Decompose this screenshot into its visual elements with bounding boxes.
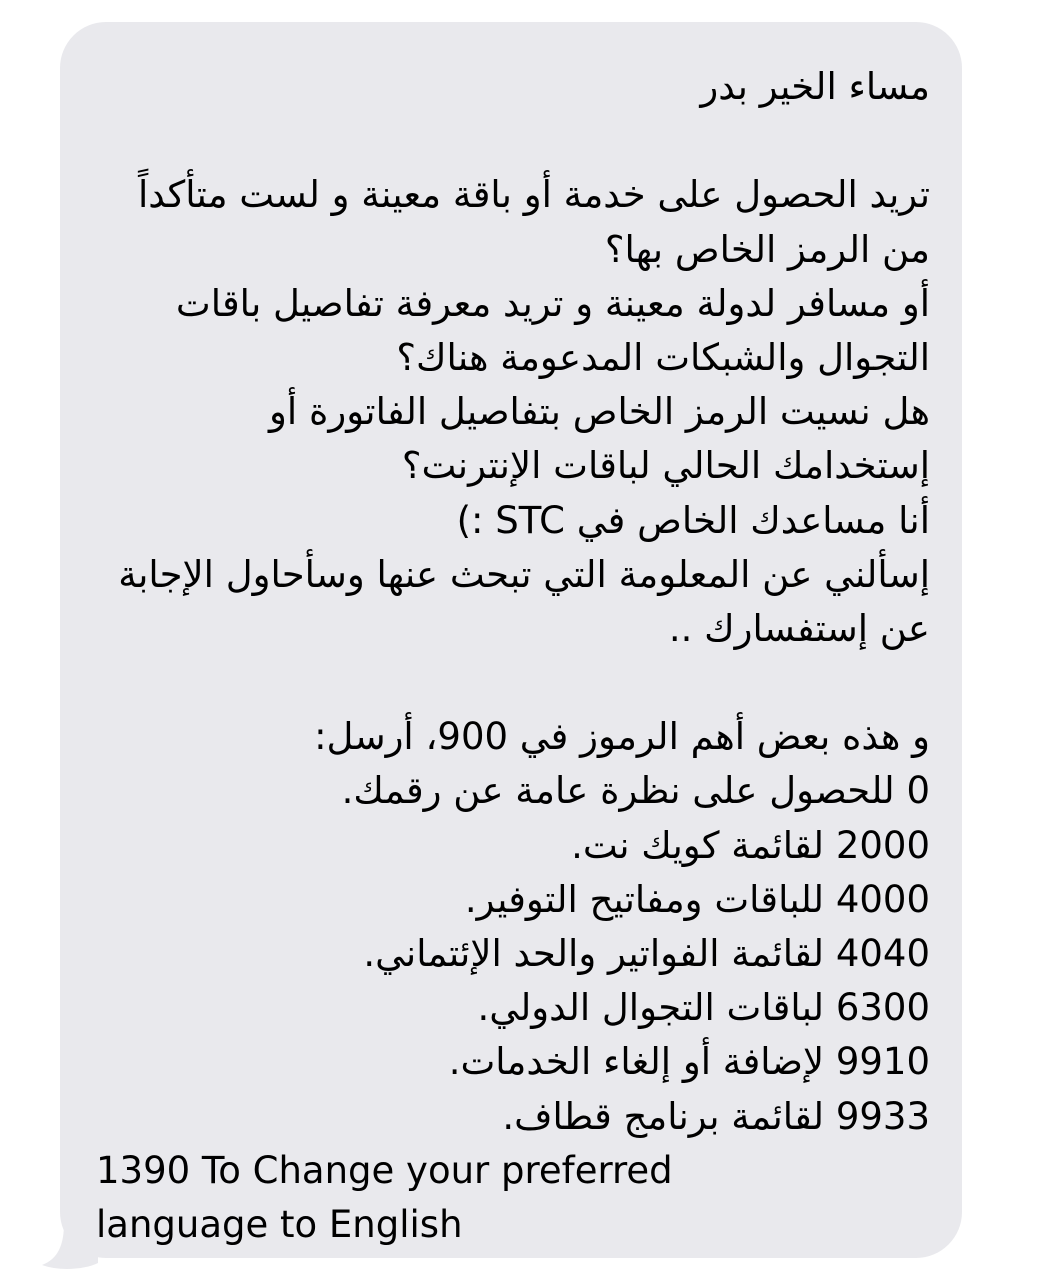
message-line: و هذه بعض أهم الرموز في 900، أرسل: bbox=[314, 715, 930, 759]
message-line: 6300 لباقات التجوال الدولي. bbox=[477, 986, 930, 1030]
message-line: 4000 للباقات ومفاتيح التوفير. bbox=[464, 877, 930, 921]
message-line: تريد الحصول على خدمة أو باقة معينة و لست متأكداً bbox=[137, 173, 930, 217]
incoming-message-bubble[interactable] bbox=[60, 22, 962, 1258]
message-line: 9933 لقائمة برنامج قطاف. bbox=[502, 1094, 930, 1138]
message-blank-line bbox=[96, 656, 930, 710]
message-line: من الرمز الخاص بها؟ bbox=[604, 227, 930, 271]
message-line: 2000 لقائمة كويك نت. bbox=[571, 823, 930, 867]
message-line: language to English bbox=[96, 1202, 463, 1246]
message-line: إستخدامك الحالي لباقات الإنترنت؟ bbox=[401, 444, 930, 488]
message-text bbox=[96, 60, 930, 1252]
message-line: 4040 لقائمة الفواتير والحد الإئتماني. bbox=[363, 932, 930, 975]
message-line: أنا مساعدك الخاص في STC :) bbox=[456, 498, 930, 542]
message-line: التجوال والشبكات المدعومة هناك؟ bbox=[396, 335, 930, 379]
message-line: عن إستفسارك .. bbox=[668, 606, 930, 650]
message-line: مساء الخير بدر bbox=[700, 65, 930, 108]
message-line: 0 للحصول على نظرة عامة عن رقمك. bbox=[341, 769, 930, 813]
message-line: 9910 لإضافة أو إلغاء الخدمات. bbox=[448, 1040, 930, 1084]
message-line: إسألني عن المعلومة التي تبحث عنها وسأحاول الإجابة bbox=[118, 552, 930, 596]
message-line: 1390 To Change your preferred bbox=[96, 1148, 673, 1192]
message-blank-line bbox=[96, 114, 930, 168]
message-line: أو مسافر لدولة معينة و تريد معرفة تفاصيل باقات bbox=[175, 281, 930, 325]
message-line: هل نسيت الرمز الخاص بتفاصيل الفاتورة أو bbox=[269, 390, 930, 434]
